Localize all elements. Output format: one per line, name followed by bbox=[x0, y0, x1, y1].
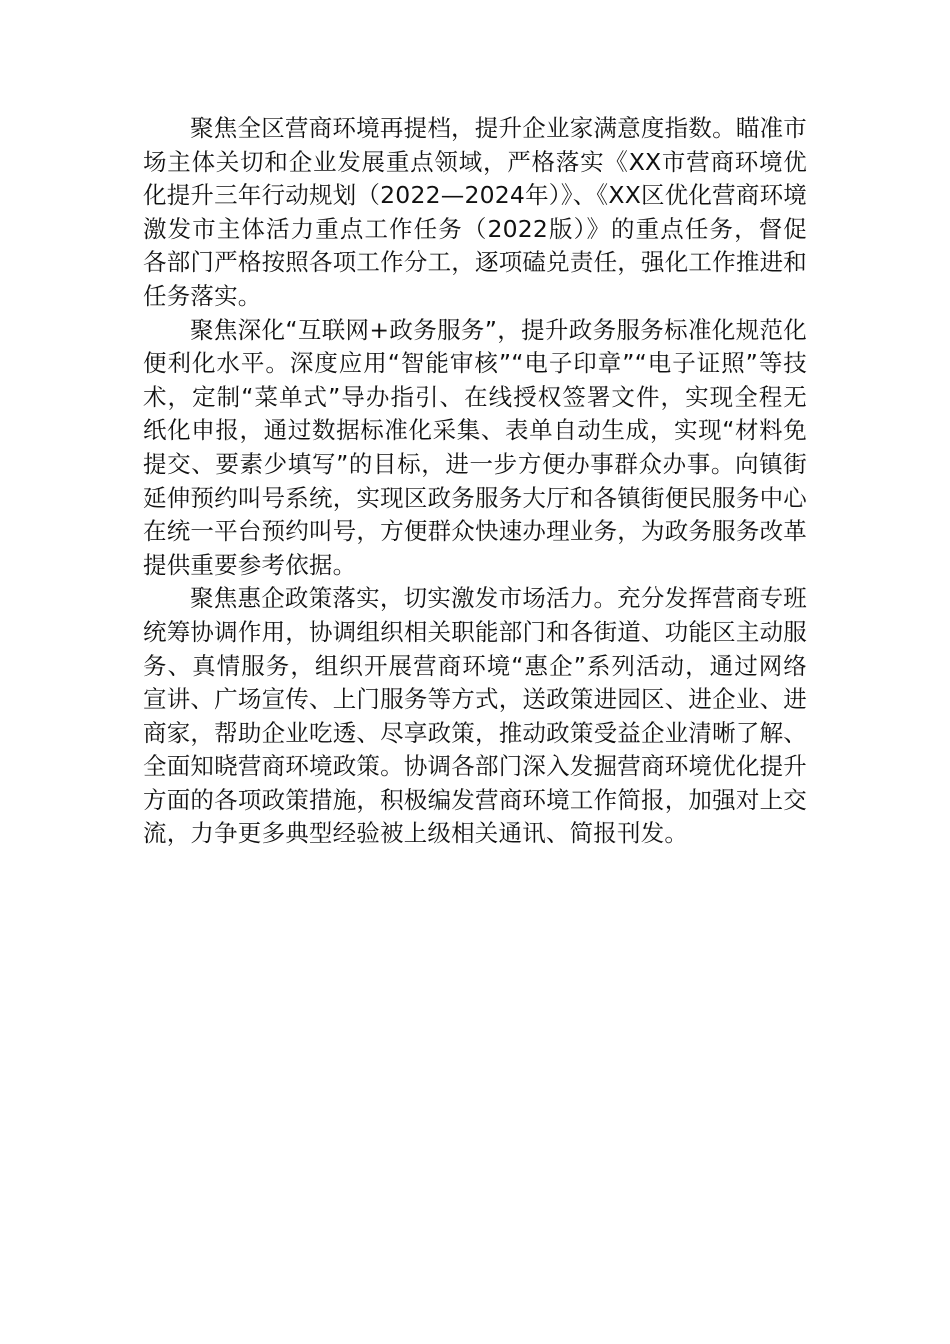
paragraph-business-environment: 聚焦全区营商环境再提档，提升企业家满意度指数。瞄准市场主体关切和企业发展重点领域，严格落实《XX市营商环境优化提升三年行动规划（2022—2024年）》、《XX区优化营商环境激发市主体活力重点工作任务（2022版）》的重点任务，督促各部门严格按照各项工作分工，逐项磕兑责任，强化工作推进和任务落实。 bbox=[143, 114, 807, 310]
paragraph-enterprise-policy: 聚焦惠企政策落实，切实激发市场活力。充分发挥营商专班统筹协调作用，协调组织相关职能部门和各街道、功能区主动服务、真情服务，组织开展营商环境“惠企”系列活动，通过网络宣讲、广场宣传、上门服务等方式，送政策进园区、进企业、进商家，帮助企业吃透、尽享政策，推动政策受益企业清晰了解、全面知晓营商环境政策。协调各部门深入发掘营商环境优化提升方面的各项政策措施，积极编发营商环境工作简报，加强对上交流，力争更多典型经验被上级相关通讯、简报刊发。 bbox=[143, 584, 807, 848]
paragraph-internet-government-services: 聚焦深化“互联网+政务服务”，提升政务服务标准化规范化便利化水平。深度应用“智能审核”“电子印章”“电子证照”等技术，定制“菜单式”导办指引、在线授权签署文件，实现全程无纸化申报，通过数据标准化采集、表单自动生成，实现“材料免提交、要素少填写”的目标，进一步方便办事群众办事。向镇街延伸预约叫号系统，实现区政务服务大厅和各镇街便民服务中心在统一平台预约叫号，方便群众快速办理业务，为政务服务改革提供重要参考依据。 bbox=[143, 315, 807, 579]
document-body bbox=[143, 112, 807, 851]
